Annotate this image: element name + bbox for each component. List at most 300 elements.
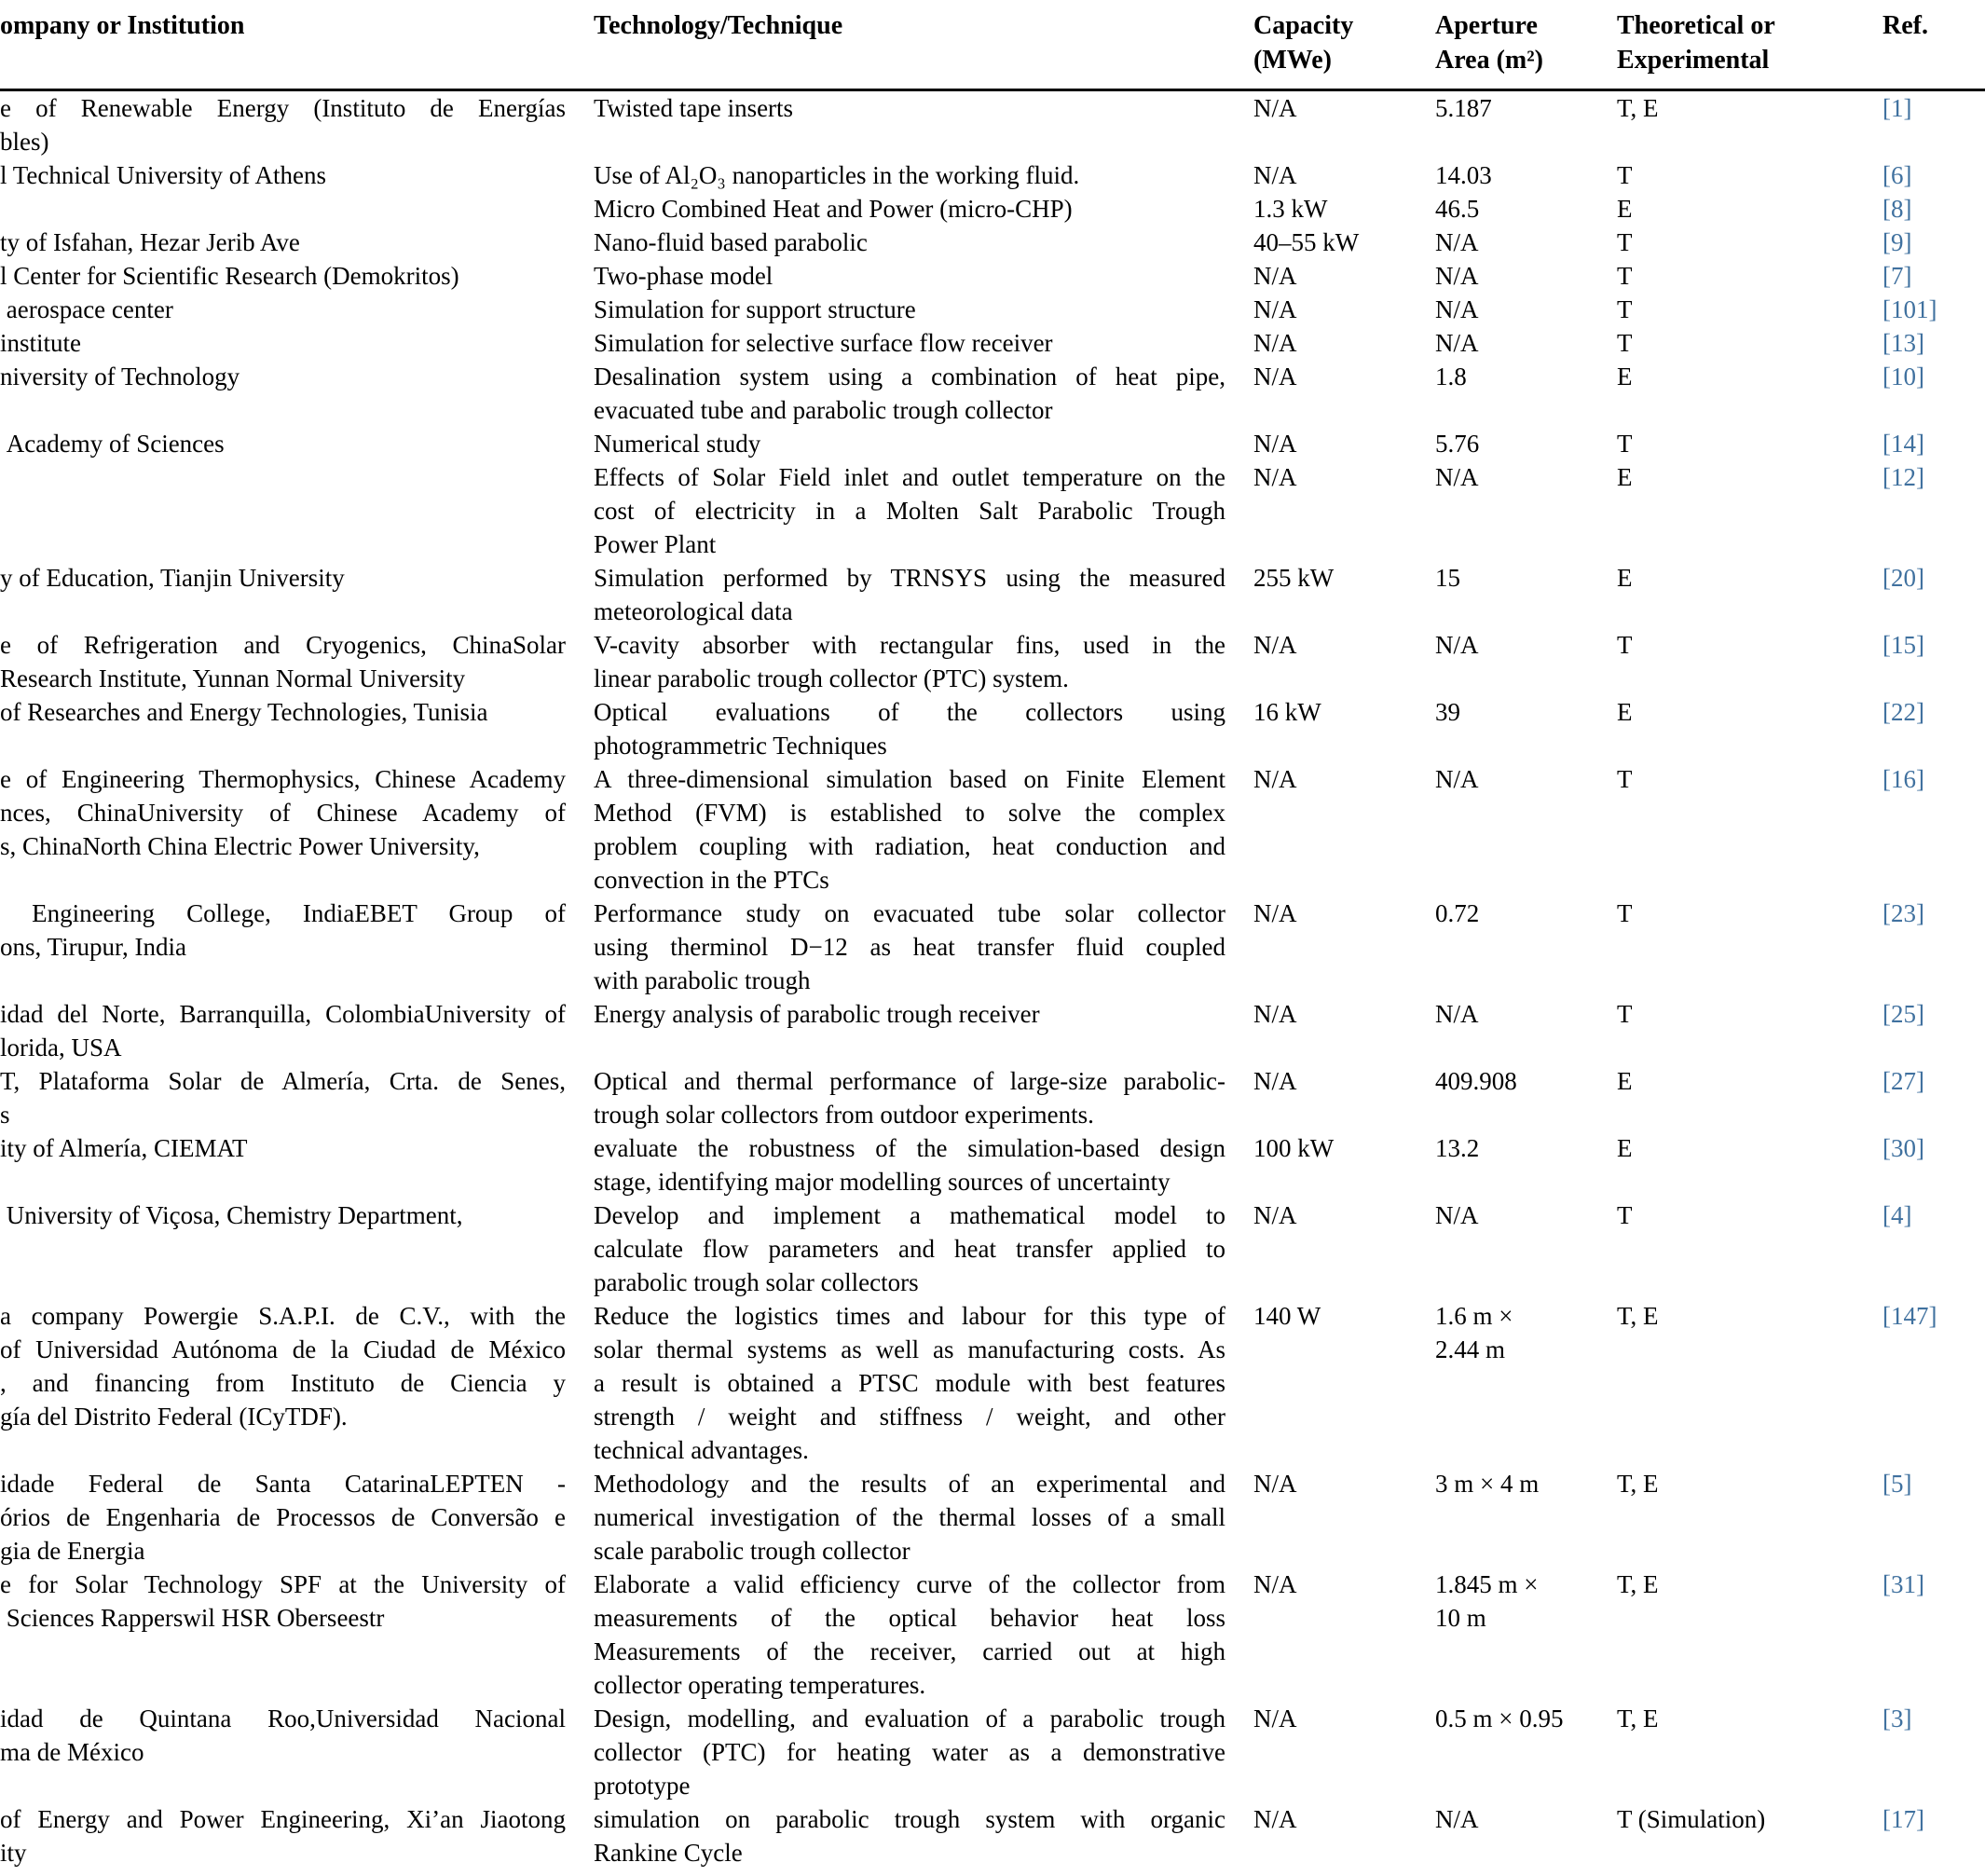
ref-link[interactable]: [23] bbox=[1882, 898, 1924, 927]
ref-cell bbox=[1882, 427, 1985, 460]
text-line: T, E bbox=[1617, 1569, 1659, 1598]
theoretical-experimental-cell bbox=[1617, 326, 1882, 360]
table-row bbox=[0, 360, 1985, 427]
text-line: a result is obtained a PTSC module with best features bbox=[594, 1368, 1225, 1397]
text-line: 2.44 m bbox=[1435, 1335, 1506, 1363]
ref-link[interactable]: [147] bbox=[1882, 1301, 1937, 1330]
table-row bbox=[0, 192, 1985, 226]
ref-cell bbox=[1882, 628, 1985, 695]
text-line: collector operating temperatures. bbox=[594, 1670, 926, 1699]
text-line: Performance study on evacuated tube solar collector bbox=[594, 898, 1225, 927]
text-line: E bbox=[1617, 1133, 1633, 1162]
text-line: Power Plant bbox=[594, 529, 717, 558]
ref-link[interactable]: [13] bbox=[1882, 328, 1924, 357]
text-line: órios de Engenharia de Processos de Conversão e bbox=[0, 1502, 566, 1531]
text-line: Use of Al₂O₃ nanoparticles in the working fluid. bbox=[594, 160, 1080, 189]
text-line: 409.908 bbox=[1435, 1066, 1517, 1095]
technology-cell bbox=[594, 326, 1253, 360]
table-row bbox=[0, 1702, 1985, 1802]
theoretical-experimental-cell bbox=[1617, 1064, 1882, 1131]
table-row bbox=[0, 997, 1985, 1064]
aperture-area-cell bbox=[1435, 460, 1617, 561]
text-line: 15 bbox=[1435, 563, 1460, 592]
text-line: E bbox=[1617, 1066, 1633, 1095]
text-line: E bbox=[1617, 697, 1633, 726]
technology-cell bbox=[594, 762, 1253, 897]
capacity-cell bbox=[1253, 897, 1435, 997]
ref-link[interactable]: [7] bbox=[1882, 261, 1912, 290]
company-cell bbox=[0, 1131, 594, 1198]
text-line: N/A bbox=[1253, 429, 1297, 458]
text-line: technical advantages. bbox=[594, 1435, 809, 1464]
text-line: 100 kW bbox=[1253, 1133, 1335, 1162]
text-line: nces, ChinaUniversity of Chinese Academy of bbox=[0, 798, 566, 827]
text-line: N/A bbox=[1253, 1804, 1297, 1833]
text-line: l Technical University of Athens bbox=[0, 160, 327, 189]
text-line: T, E bbox=[1617, 93, 1659, 122]
text-line: Numerical study bbox=[594, 429, 761, 458]
table-row bbox=[0, 293, 1985, 326]
text-line: E bbox=[1617, 462, 1633, 491]
text-line: ity of Almería, CIEMAT bbox=[0, 1133, 248, 1162]
text-line: N/A bbox=[1435, 1200, 1479, 1229]
text-line: Simulation for selective surface flow receiver bbox=[594, 328, 1053, 357]
text-line: T bbox=[1617, 630, 1633, 659]
text-line: 0.5 m × 0.95 bbox=[1435, 1704, 1564, 1732]
capacity-cell bbox=[1253, 1299, 1435, 1467]
text-line: 255 kW bbox=[1253, 563, 1335, 592]
company-cell bbox=[0, 628, 594, 695]
ref-cell bbox=[1882, 293, 1985, 326]
table-row bbox=[0, 1802, 1985, 1869]
text-line: 16 kW bbox=[1253, 697, 1321, 726]
capacity-cell bbox=[1253, 1568, 1435, 1702]
text-line: collector (PTC) for heating water as a demonstrative bbox=[594, 1737, 1225, 1766]
company-cell bbox=[0, 360, 594, 427]
text-line: 140 W bbox=[1253, 1301, 1321, 1330]
capacity-cell bbox=[1253, 259, 1435, 293]
ref-cell bbox=[1882, 1064, 1985, 1131]
table-row bbox=[0, 158, 1985, 192]
text-line: meteorological data bbox=[594, 596, 793, 625]
table-row bbox=[0, 1131, 1985, 1198]
theoretical-experimental-cell bbox=[1617, 1568, 1882, 1702]
technology-cell bbox=[594, 360, 1253, 427]
aperture-area-cell bbox=[1435, 1131, 1617, 1198]
text-line: N/A bbox=[1435, 261, 1479, 290]
company-cell bbox=[0, 762, 594, 897]
theoretical-experimental-cell bbox=[1617, 561, 1882, 628]
ref-cell bbox=[1882, 1568, 1985, 1702]
capacity-cell bbox=[1253, 226, 1435, 259]
table-row bbox=[0, 897, 1985, 997]
table-body bbox=[0, 89, 1985, 1869]
text-line: T, E bbox=[1617, 1469, 1659, 1498]
ref-cell bbox=[1882, 89, 1985, 158]
text-line: T bbox=[1617, 764, 1633, 793]
table-header bbox=[0, 0, 1985, 89]
text-line: calculate flow parameters and heat transfer applied to bbox=[594, 1234, 1225, 1263]
ref-cell bbox=[1882, 1802, 1985, 1869]
ref-link[interactable]: [31] bbox=[1882, 1569, 1924, 1598]
text-line: Nano-fluid based parabolic bbox=[594, 227, 868, 256]
text-line: 1.3 kW bbox=[1253, 194, 1328, 223]
ref-link[interactable]: [16] bbox=[1882, 764, 1924, 793]
capacity-cell bbox=[1253, 695, 1435, 762]
text-line: T bbox=[1617, 294, 1633, 323]
ref-link[interactable]: [25] bbox=[1882, 999, 1924, 1028]
capacity-cell bbox=[1253, 1064, 1435, 1131]
ref-link[interactable]: [9] bbox=[1882, 227, 1912, 256]
text-line: 39 bbox=[1435, 697, 1460, 726]
theoretical-experimental-cell bbox=[1617, 226, 1882, 259]
aperture-area-cell bbox=[1435, 1702, 1617, 1802]
capacity-cell bbox=[1253, 762, 1435, 897]
text-line: Elaborate a valid efficiency curve of the collector from bbox=[594, 1569, 1225, 1598]
text-line: Develop and implement a mathematical model to bbox=[594, 1200, 1225, 1229]
aperture-area-cell bbox=[1435, 326, 1617, 360]
text-line: evacuated tube and parabolic trough collector bbox=[594, 395, 1053, 424]
company-cell bbox=[0, 1568, 594, 1702]
text-line: using therminol D−12 as heat transfer fluid coupled bbox=[594, 932, 1225, 961]
capacity-cell bbox=[1253, 1702, 1435, 1802]
text-line: trough solar collectors from outdoor experiments. bbox=[594, 1100, 1094, 1129]
text-line: numerical investigation of the thermal losses of a small bbox=[594, 1502, 1225, 1531]
text-line: ity bbox=[0, 1838, 27, 1867]
technology-cell bbox=[594, 293, 1253, 326]
text-line: N/A bbox=[1253, 93, 1297, 122]
ref-link[interactable]: [10] bbox=[1882, 362, 1924, 390]
text-line: 46.5 bbox=[1435, 194, 1480, 223]
company-cell bbox=[0, 897, 594, 997]
company-cell bbox=[0, 1802, 594, 1869]
text-line: s, ChinaNorth China Electric Power University, bbox=[0, 831, 480, 860]
text-line: of Energy and Power Engineering, Xi’an Jiaotong bbox=[0, 1804, 566, 1833]
table-row bbox=[0, 695, 1985, 762]
text-line: Academy of Sciences bbox=[0, 429, 225, 458]
capacity-cell bbox=[1253, 1198, 1435, 1299]
ref-cell bbox=[1882, 561, 1985, 628]
text-line: ma de México bbox=[0, 1737, 144, 1766]
text-line: e of Engineering Thermophysics, Chinese Academy bbox=[0, 764, 566, 793]
text-line: l Center for Scientific Research (Demokritos) bbox=[0, 261, 459, 290]
theoretical-experimental-cell bbox=[1617, 628, 1882, 695]
text-line: Engineering College, IndiaEBET Group of bbox=[0, 898, 566, 927]
text-line: stage, identifying major modelling sources of uncertainty bbox=[594, 1167, 1170, 1196]
ref-cell bbox=[1882, 1467, 1985, 1568]
text-line: s bbox=[0, 1100, 10, 1129]
company-cell bbox=[0, 259, 594, 293]
company-cell bbox=[0, 1299, 594, 1467]
theoretical-experimental-cell bbox=[1617, 1702, 1882, 1802]
ref-cell bbox=[1882, 226, 1985, 259]
text-line: 3 m × 4 m bbox=[1435, 1469, 1540, 1498]
company-cell bbox=[0, 1467, 594, 1568]
table-row bbox=[0, 259, 1985, 293]
company-cell bbox=[0, 1702, 594, 1802]
capacity-cell bbox=[1253, 997, 1435, 1064]
technology-cell bbox=[594, 427, 1253, 460]
text-line: N/A bbox=[1435, 764, 1479, 793]
ref-cell bbox=[1882, 460, 1985, 561]
company-cell bbox=[0, 1198, 594, 1299]
text-line: Design, modelling, and evaluation of a parabolic trough bbox=[594, 1704, 1225, 1732]
ref-link[interactable]: [6] bbox=[1882, 160, 1912, 189]
text-line: a company Powergie S.A.P.I. de C.V., with the bbox=[0, 1301, 566, 1330]
text-line: Micro Combined Heat and Power (micro-CHP) bbox=[594, 194, 1073, 223]
capacity-cell bbox=[1253, 326, 1435, 360]
text-line: N/A bbox=[1253, 764, 1297, 793]
ref-cell bbox=[1882, 360, 1985, 427]
aperture-area-cell bbox=[1435, 89, 1617, 158]
company-cell bbox=[0, 997, 594, 1064]
text-line: 1.8 bbox=[1435, 362, 1467, 390]
ref-link[interactable]: [4] bbox=[1882, 1200, 1912, 1229]
technology-cell bbox=[594, 460, 1253, 561]
text-line: N/A bbox=[1253, 999, 1297, 1028]
ref-link[interactable]: [12] bbox=[1882, 462, 1924, 491]
table-row bbox=[0, 561, 1985, 628]
column-header-company: ompany or Institution bbox=[0, 0, 594, 89]
text-line: N/A bbox=[1253, 630, 1297, 659]
table-row bbox=[0, 1299, 1985, 1467]
text-line: Effects of Solar Field inlet and outlet temperature on the bbox=[594, 462, 1225, 491]
table-row bbox=[0, 89, 1985, 158]
text-line: T, E bbox=[1617, 1301, 1659, 1330]
technology-cell bbox=[594, 1568, 1253, 1702]
technology-cell bbox=[594, 259, 1253, 293]
header-row bbox=[0, 0, 1985, 89]
text-line: idad de Quintana Roo,Universidad Nacional bbox=[0, 1704, 566, 1732]
text-line: idad del Norte, Barranquilla, ColombiaUniversity of bbox=[0, 999, 566, 1028]
text-line: N/A bbox=[1253, 1200, 1297, 1229]
column-header-capacity: Capacity (MWe) bbox=[1253, 0, 1435, 89]
text-line: photogrammetric Techniques bbox=[594, 731, 887, 760]
ref-link[interactable]: [22] bbox=[1882, 697, 1924, 726]
ref-link[interactable]: [3] bbox=[1882, 1704, 1912, 1732]
text-line: 10 m bbox=[1435, 1603, 1486, 1632]
theoretical-experimental-cell bbox=[1617, 1299, 1882, 1467]
text-line: Method (FVM) is established to solve the complex bbox=[594, 798, 1225, 827]
text-line: Sciences Rapperswil HSR Oberseestr bbox=[0, 1603, 385, 1632]
text-line: 5.187 bbox=[1435, 93, 1492, 122]
ref-link[interactable]: [1] bbox=[1882, 93, 1912, 122]
table-row bbox=[0, 460, 1985, 561]
table-row bbox=[0, 226, 1985, 259]
ref-cell bbox=[1882, 259, 1985, 293]
company-cell bbox=[0, 192, 594, 226]
text-line: problem coupling with radiation, heat conduction and bbox=[594, 831, 1225, 860]
ref-link[interactable]: [15] bbox=[1882, 630, 1924, 659]
theoretical-experimental-cell bbox=[1617, 997, 1882, 1064]
text-line: N/A bbox=[1253, 261, 1297, 290]
technology-cell bbox=[594, 1198, 1253, 1299]
theoretical-experimental-cell bbox=[1617, 695, 1882, 762]
text-line: Measurements of the receiver, carried out at high bbox=[594, 1636, 1225, 1665]
text-line: N/A bbox=[1253, 1469, 1297, 1498]
text-line: E bbox=[1617, 194, 1633, 223]
technology-cell bbox=[594, 695, 1253, 762]
aperture-area-cell bbox=[1435, 897, 1617, 997]
technology-cell bbox=[594, 1702, 1253, 1802]
text-line: N/A bbox=[1253, 1066, 1297, 1095]
theoretical-experimental-cell bbox=[1617, 427, 1882, 460]
aperture-area-cell bbox=[1435, 158, 1617, 192]
text-line: measurements of the optical behavior heat loss bbox=[594, 1603, 1225, 1632]
theoretical-experimental-cell bbox=[1617, 897, 1882, 997]
capacity-cell bbox=[1253, 293, 1435, 326]
company-cell bbox=[0, 460, 594, 561]
text-line: with parabolic trough bbox=[594, 965, 811, 994]
technology-cell bbox=[594, 158, 1253, 192]
technology-cell bbox=[594, 192, 1253, 226]
table-row bbox=[0, 1064, 1985, 1131]
company-cell bbox=[0, 427, 594, 460]
text-line: e of Refrigeration and Cryogenics, ChinaSolar bbox=[0, 630, 566, 659]
capacity-cell bbox=[1253, 1802, 1435, 1869]
technology-cell bbox=[594, 561, 1253, 628]
text-line: linear parabolic trough collector (PTC) system. bbox=[594, 664, 1069, 692]
theoretical-experimental-cell bbox=[1617, 192, 1882, 226]
text-line: y of Education, Tianjin University bbox=[0, 563, 345, 592]
capacity-cell bbox=[1253, 1131, 1435, 1198]
capacity-cell bbox=[1253, 460, 1435, 561]
theoretical-experimental-cell bbox=[1617, 293, 1882, 326]
text-line: 14.03 bbox=[1435, 160, 1492, 189]
text-line: V-cavity absorber with rectangular fins, used in the bbox=[594, 630, 1225, 659]
ref-link[interactable]: [101] bbox=[1882, 294, 1937, 323]
text-line: 5.76 bbox=[1435, 429, 1480, 458]
text-line: niversity of Technology bbox=[0, 362, 240, 390]
capacity-cell bbox=[1253, 192, 1435, 226]
text-line: T bbox=[1617, 160, 1633, 189]
ref-link[interactable]: [5] bbox=[1882, 1469, 1912, 1498]
company-cell bbox=[0, 1064, 594, 1131]
text-line: Rankine Cycle bbox=[594, 1838, 743, 1867]
theoretical-experimental-cell bbox=[1617, 158, 1882, 192]
text-line: bles) bbox=[0, 127, 49, 156]
aperture-area-cell bbox=[1435, 259, 1617, 293]
text-line: N/A bbox=[1253, 1569, 1297, 1598]
text-line: cost of electricity in a Molten Salt Parabolic Trough bbox=[594, 496, 1225, 525]
technology-cell bbox=[594, 1467, 1253, 1568]
aperture-area-cell bbox=[1435, 997, 1617, 1064]
text-line: N/A bbox=[1253, 462, 1297, 491]
table-row bbox=[0, 1568, 1985, 1702]
technology-cell bbox=[594, 1802, 1253, 1869]
capacity-cell bbox=[1253, 628, 1435, 695]
ref-link[interactable]: [30] bbox=[1882, 1133, 1924, 1162]
ref-cell bbox=[1882, 158, 1985, 192]
table-row bbox=[0, 326, 1985, 360]
column-header-ref: Ref. bbox=[1882, 0, 1985, 89]
ref-link[interactable]: [27] bbox=[1882, 1066, 1924, 1095]
text-line: N/A bbox=[1253, 1704, 1297, 1732]
aperture-area-cell bbox=[1435, 1064, 1617, 1131]
text-line: evaluate the robustness of the simulation-based design bbox=[594, 1133, 1225, 1162]
technology-cell bbox=[594, 1131, 1253, 1198]
text-line: prototype bbox=[594, 1771, 691, 1800]
table-row bbox=[0, 1467, 1985, 1568]
text-line: N/A bbox=[1435, 1804, 1479, 1833]
text-line: N/A bbox=[1253, 898, 1297, 927]
aperture-area-cell bbox=[1435, 192, 1617, 226]
text-line: N/A bbox=[1435, 999, 1479, 1028]
table-row bbox=[0, 762, 1985, 897]
company-cell bbox=[0, 89, 594, 158]
text-line: convection in the PTCs bbox=[594, 865, 829, 894]
ref-cell bbox=[1882, 326, 1985, 360]
text-line: Energy analysis of parabolic trough receiver bbox=[594, 999, 1040, 1028]
text-line: 1.6 m × bbox=[1435, 1301, 1513, 1330]
text-line: T, Plataforma Solar de Almería, Crta. de Senes, bbox=[0, 1066, 566, 1095]
text-line: gia de Energia bbox=[0, 1536, 145, 1565]
text-line: Optical evaluations of the collectors using bbox=[594, 697, 1225, 726]
ref-link[interactable]: [8] bbox=[1882, 194, 1912, 223]
ref-cell bbox=[1882, 192, 1985, 226]
aperture-area-cell bbox=[1435, 427, 1617, 460]
text-line: idade Federal de Santa CatarinaLEPTEN - bbox=[0, 1469, 566, 1498]
text-line: T bbox=[1617, 898, 1633, 927]
text-line: N/A bbox=[1253, 294, 1297, 323]
aperture-area-cell bbox=[1435, 360, 1617, 427]
aperture-area-cell bbox=[1435, 1467, 1617, 1568]
text-line: 40–55 kW bbox=[1253, 227, 1360, 256]
text-line: T bbox=[1617, 227, 1633, 256]
ref-cell bbox=[1882, 1702, 1985, 1802]
text-line: aerospace center bbox=[0, 294, 173, 323]
text-line: A three-dimensional simulation based on Finite Element bbox=[594, 764, 1225, 793]
text-line: N/A bbox=[1435, 462, 1479, 491]
capacity-cell bbox=[1253, 89, 1435, 158]
company-cell bbox=[0, 561, 594, 628]
text-line: solar thermal systems as well as manufacturing costs. As bbox=[594, 1335, 1225, 1363]
column-header-technology: Technology/Technique bbox=[594, 0, 1253, 89]
text-line: scale parabolic trough collector bbox=[594, 1536, 910, 1565]
ref-link[interactable]: [20] bbox=[1882, 563, 1924, 592]
text-line: Reduce the logistics times and labour for this type of bbox=[594, 1301, 1225, 1330]
aperture-area-cell bbox=[1435, 1568, 1617, 1702]
ref-cell bbox=[1882, 897, 1985, 997]
text-line: N/A bbox=[1253, 328, 1297, 357]
text-line: T bbox=[1617, 328, 1633, 357]
technology-cell bbox=[594, 89, 1253, 158]
text-line: ty of Isfahan, Hezar Jerib Ave bbox=[0, 227, 300, 256]
ref-link[interactable]: [17] bbox=[1882, 1804, 1924, 1833]
theoretical-experimental-cell bbox=[1617, 762, 1882, 897]
table-row bbox=[0, 628, 1985, 695]
text-line: of Researches and Energy Technologies, Tunisia bbox=[0, 697, 488, 726]
text-line: N/A bbox=[1435, 294, 1479, 323]
column-header-aperture-area: Aperture Area (m²) bbox=[1435, 0, 1617, 89]
text-line: T bbox=[1617, 429, 1633, 458]
theoretical-experimental-cell bbox=[1617, 1131, 1882, 1198]
text-line: N/A bbox=[1435, 328, 1479, 357]
aperture-area-cell bbox=[1435, 293, 1617, 326]
text-line: parabolic trough solar collectors bbox=[594, 1267, 919, 1296]
ref-cell bbox=[1882, 1299, 1985, 1467]
ref-link[interactable]: [14] bbox=[1882, 429, 1924, 458]
theoretical-experimental-cell bbox=[1617, 1467, 1882, 1568]
aperture-area-cell bbox=[1435, 1802, 1617, 1869]
text-line: Optical and thermal performance of large-size parabolic- bbox=[594, 1066, 1225, 1095]
ref-cell bbox=[1882, 762, 1985, 897]
text-line: T bbox=[1617, 999, 1633, 1028]
technology-cell bbox=[594, 226, 1253, 259]
table-row bbox=[0, 427, 1985, 460]
technology-cell bbox=[594, 897, 1253, 997]
company-cell bbox=[0, 158, 594, 192]
